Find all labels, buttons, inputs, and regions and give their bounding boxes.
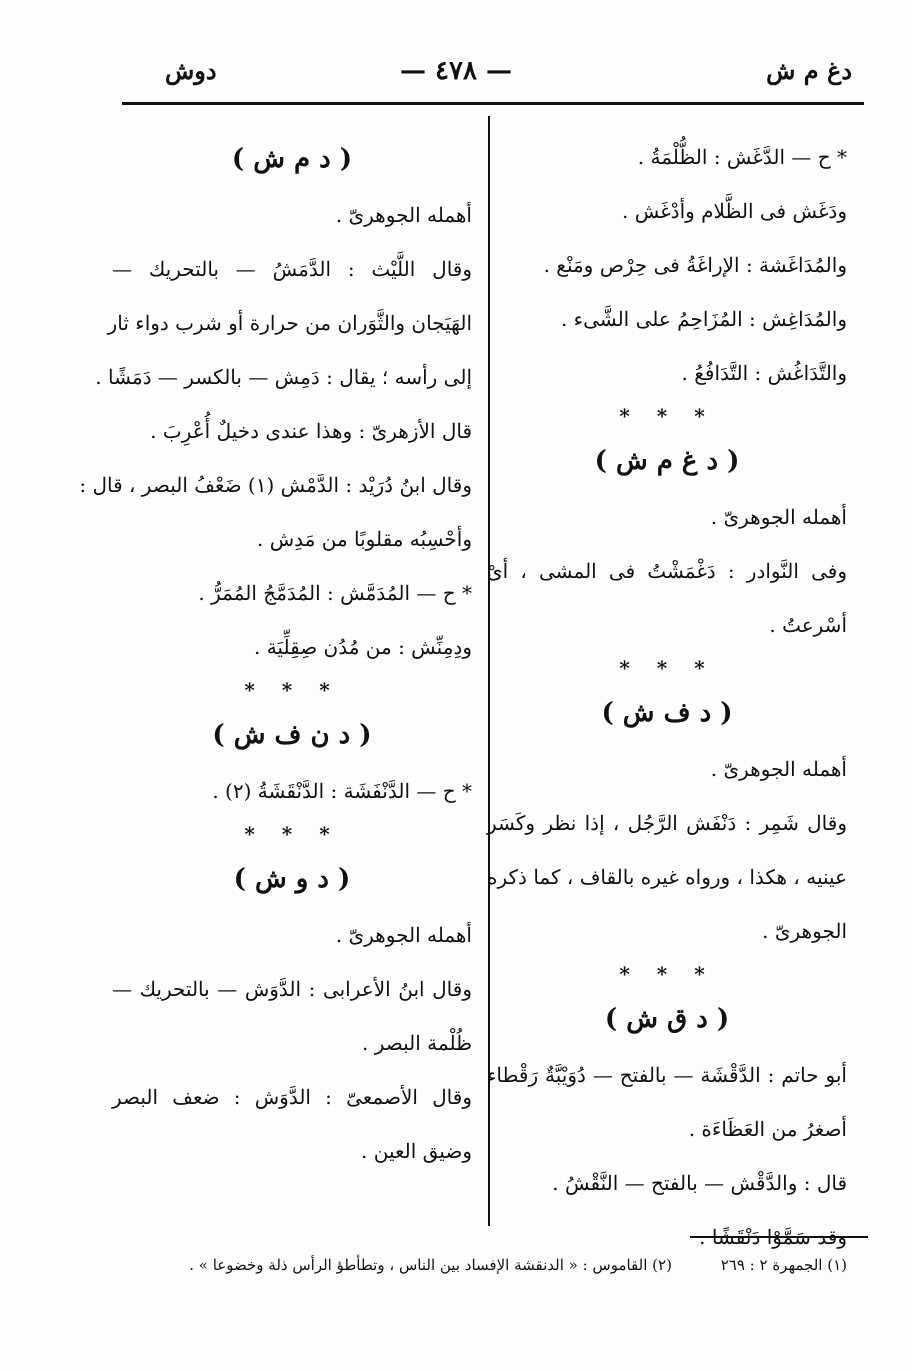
text-line: ودَغَش فى الظَّلام وأدْغَش .: [622, 199, 847, 223]
text-line: وقال شَمِر : دَنْفَش الرَّجُل ، إذا نظر وكَسَر: [487, 811, 847, 835]
text-line: أهمله الجوهرىّ .: [335, 203, 472, 227]
text-line: أهمله الجوهرىّ .: [710, 757, 847, 781]
footnote-1: (١) الجمهرة ٢ : ٢٦٩: [720, 1256, 847, 1274]
text-line: وأحْسِبُه مقلوبًا من مَدِش .: [257, 527, 472, 551]
text-line: وقال الأصمعىّ : الدَّوَش : ضعف البصر: [112, 1085, 472, 1109]
entry-heading: ( د م ش ): [231, 144, 353, 174]
left-column: [79, 130, 472, 1178]
entry-heading: ( د و ش ): [233, 864, 351, 894]
text-line: * ح — الدَّغَش : الظُّلْمَةُ .: [637, 145, 847, 169]
text-line: الجوهرىّ .: [762, 919, 847, 943]
text-line: وفى النَّوادر : دَغْمَشْتُ فى المشى ، أىْ: [487, 559, 847, 583]
text-line: أهمله الجوهرىّ .: [335, 923, 472, 947]
text-line: * ح — الدَّنْفَشَة : الدَّنْقَشَةُ (٢) .: [212, 779, 472, 803]
text-line: أبو حاتم : الدَّقْشَة — بالفتح — دُوَيْبَّةٌ رَقْطاء: [487, 1063, 847, 1087]
text-line: ودِمِنِّش : من مُدُن صِقِلِّيَة .: [253, 635, 472, 659]
text-line: وقال اللَّيْث : الدَّمَشُ — بالتحريك —: [112, 257, 472, 281]
text-line: ظُلْمة البصر .: [362, 1031, 472, 1055]
entry-heading: ( د ف ش ): [601, 698, 733, 728]
text-line: والتَّدَاغُش : التَّدَافُعُ .: [681, 361, 847, 385]
footnote-2: (٢) القاموس : « الدنقشة الإفساد بين الناس ، وتطأطؤ الرأس ذلة وخضوعا » .: [189, 1256, 672, 1274]
entry-heading: ( د ن ف ش ): [212, 720, 372, 750]
text-line: وقال ابنُ دُرَيْد : الدَّمْش (١) ضَعْفُ البصر ، قال :: [79, 473, 472, 497]
header-rule: [122, 102, 864, 105]
entry-heading: ( د ق ش ): [604, 1004, 730, 1034]
section-separator: * * *: [244, 678, 340, 702]
section-separator: * * *: [619, 404, 715, 428]
entry-heading: ( د غ م ش ): [594, 446, 740, 476]
running-head-right: دغ م ش: [766, 56, 852, 85]
section-separator: * * *: [619, 962, 715, 986]
text-line: أهمله الجوهرىّ .: [710, 505, 847, 529]
text-line: والمُدَاغَشة : الإراغَةُ فى حِرْص ومَنْع .: [543, 253, 847, 277]
running-head-left: دوش: [165, 56, 217, 85]
right-column: [487, 130, 847, 1264]
text-line: أسْرعتُ .: [769, 613, 847, 637]
footnotes: [147, 1256, 847, 1274]
text-line: وقد سَمَّوْا دَنْقَشًا .: [699, 1225, 847, 1249]
text-line: إلى رأسه ؛ يقال : دَمِش — بالكسر — دَمَشًا .: [95, 365, 472, 389]
text-line: والمُدَاغِش : المُزَاحِمُ على الشَّىء .: [560, 307, 847, 331]
section-separator: * * *: [244, 822, 340, 846]
text-line: وقال ابنُ الأعرابى : الدَّوَش — بالتحريك —: [112, 977, 472, 1001]
text-line: * ح — المُدَمَّش : المُدَمَّجُ المُمَرُّ .: [198, 581, 472, 605]
text-line: أصغرُ من العَظَاءَة .: [688, 1117, 847, 1141]
text-line: وضيق العين .: [361, 1139, 472, 1163]
text-line: الهَيَجان والثَّوَران من حرارة أو شرب دواء ثار: [107, 311, 472, 335]
text-line: عينيه ، هكذا ، ورواه غيره بالقاف ، كما ذكره: [487, 865, 847, 889]
page-number: — ٤٧٨ —: [399, 56, 513, 86]
text-line: قال : والدَّقْش — بالفتح — النَّقْشُ .: [552, 1171, 847, 1195]
footnote-rule: [690, 1236, 868, 1238]
text-line: قال الأزهرىّ : وهذا عندى دخيلٌ أُعْرِبَ .: [150, 419, 472, 443]
section-separator: * * *: [619, 656, 715, 680]
